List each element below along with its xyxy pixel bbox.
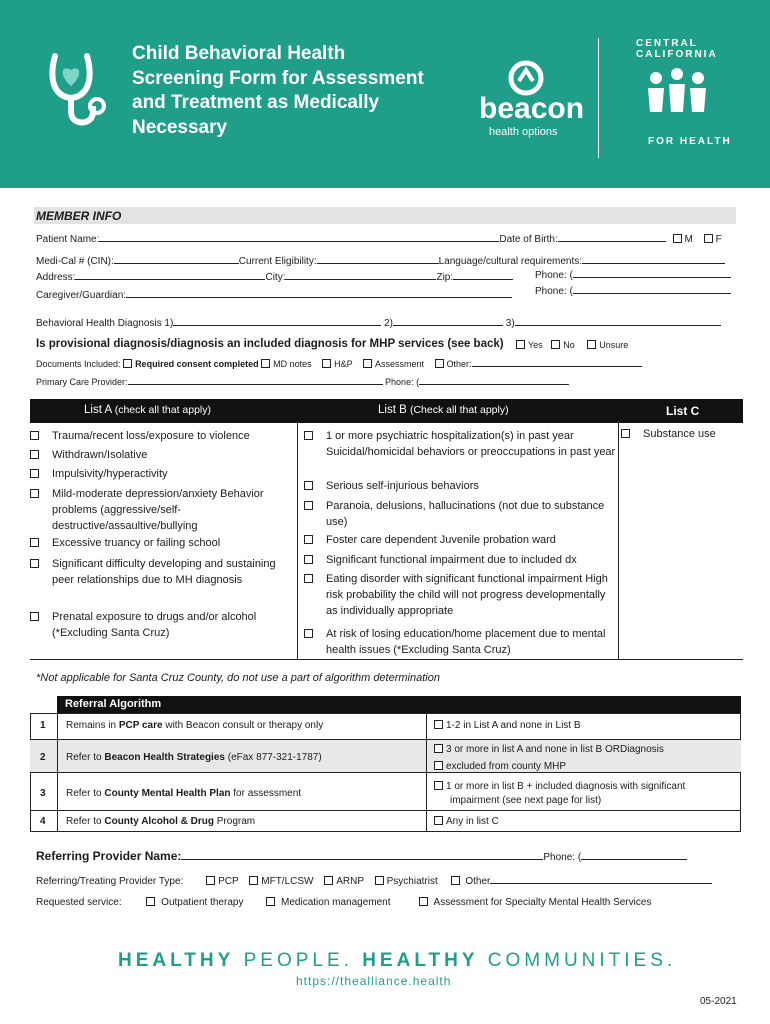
assessment-checkbox[interactable] <box>363 359 372 368</box>
outpatient-label: Outpatient therapy <box>161 897 244 908</box>
medical-field[interactable] <box>114 263 239 264</box>
mft-checkbox[interactable] <box>249 876 258 885</box>
requested-service-label: Requested service: <box>36 897 122 908</box>
psychiatrist-checkbox[interactable] <box>375 876 384 885</box>
hp-label: H&P <box>334 359 353 369</box>
criteria-checkbox[interactable] <box>434 761 443 770</box>
other-type-checkbox[interactable] <box>451 876 460 885</box>
form-date: 05-2021 <box>700 996 737 1007</box>
dx3-field[interactable] <box>515 325 721 326</box>
phone1-field[interactable] <box>573 277 731 278</box>
dx2-field[interactable] <box>393 325 503 326</box>
row-number: 3 <box>40 788 46 799</box>
address-label: Address: <box>36 272 76 283</box>
other-doc-checkbox[interactable] <box>435 359 444 368</box>
phone1-label: Phone: ( <box>535 270 573 281</box>
list-item[interactable]: Prenatal exposure to drugs and/or alcohol (*Excluding Santa Cruz) <box>30 609 295 641</box>
member-section-title: MEMBER INFO <box>36 209 122 223</box>
list-item[interactable]: Excessive truancy or failing school <box>30 535 295 551</box>
row-text-bold: County Alcohol & Drug <box>104 816 214 827</box>
criteria-text: Any in list C <box>446 816 499 827</box>
list-item[interactable]: Eating disorder with significant functional impairment High risk probability the child will not progress developmentally as individually appropriate <box>304 571 618 619</box>
row-number: 1 <box>40 720 46 731</box>
criteria-text: excluded from county MHP <box>446 761 567 772</box>
beacon-brand-sub: health options <box>489 126 558 138</box>
phone2-field[interactable] <box>573 293 731 294</box>
pcp-field[interactable] <box>128 384 383 385</box>
slogan-word: COMMUNITIES. <box>487 950 677 971</box>
row-text: for assessment <box>230 788 302 799</box>
dx2-label: 2) <box>384 318 393 329</box>
assessment-service-label: Assessment for Specialty Mental Health Services <box>433 897 652 908</box>
alliance-top-text: CENTRAL CALIFORNIA <box>636 38 718 60</box>
female-checkbox[interactable] <box>704 234 713 243</box>
list-item[interactable]: Substance use <box>621 426 741 442</box>
zip-field[interactable] <box>453 279 513 280</box>
hp-checkbox[interactable] <box>322 359 331 368</box>
provisional-question: Is provisional diagnosis/diagnosis an included diagnosis for MHP services (see back) <box>36 338 504 350</box>
docs-label: Documents Included: <box>36 359 121 369</box>
row-text: Program <box>213 816 256 827</box>
language-field[interactable] <box>582 263 725 264</box>
row-text-bold: PCP care <box>118 720 163 731</box>
pcp-type-label: PCP <box>218 876 239 887</box>
list-b-sub: (Check all that apply) <box>409 404 509 416</box>
beacon-brand: beacon <box>479 92 585 125</box>
language-label: Language/cultural requirements: <box>438 256 583 267</box>
medication-checkbox[interactable] <box>266 897 275 906</box>
other-type-field[interactable] <box>490 883 712 884</box>
slogan <box>118 950 676 972</box>
unsure-checkbox[interactable] <box>587 340 596 349</box>
address-field[interactable] <box>75 279 265 280</box>
list-item[interactable]: Paranoia, delusions, hallucinations (not due to substance use) <box>304 498 618 530</box>
medical-label: Medi-Cal # (CIN): <box>36 256 114 267</box>
criteria-text: 3 or more in list A and none in list B ORDiagnosis <box>446 744 664 755</box>
pcp-label: Primary Care Provider: <box>36 377 128 387</box>
slogan-word: PEOPLE. <box>243 950 353 971</box>
row-text: Remains in <box>66 720 119 731</box>
other-doc-label: Other: <box>446 359 472 369</box>
slogan-word: HEALTHY <box>362 950 479 971</box>
criteria-checkbox[interactable] <box>434 816 443 825</box>
criteria-checkbox[interactable] <box>434 720 443 729</box>
patient-name-label: Patient Name: <box>36 234 100 245</box>
provider-type-label: Referring/Treating Provider Type: <box>36 876 184 887</box>
row-text: (eFax 877-321-1787) <box>224 752 322 763</box>
list-item[interactable]: Impulsivity/hyperactivity <box>30 466 295 482</box>
dob-label: Date of Birth: <box>499 234 558 245</box>
referring-provider-field[interactable] <box>181 859 543 860</box>
arnp-checkbox[interactable] <box>324 876 333 885</box>
col-rule <box>426 713 427 832</box>
dx1-field[interactable] <box>173 325 381 326</box>
row-text-bold: County Mental Health Plan <box>104 788 231 799</box>
criteria-text: impairment (see next page for list) <box>450 795 602 806</box>
slogan-word: HEALTHY <box>118 950 235 971</box>
male-label: M <box>684 234 693 245</box>
row-rule <box>30 810 741 811</box>
row-text: with Beacon consult or therapy only <box>162 720 324 731</box>
member-section-bar <box>34 207 736 224</box>
list-item[interactable]: Significant functional impairment due to included dx <box>304 552 618 568</box>
row-text-bold: Beacon Health Strategies <box>104 752 225 763</box>
list-item[interactable]: Withdrawn/Isolative <box>30 447 295 463</box>
no-checkbox[interactable] <box>551 340 560 349</box>
list-item[interactable]: Foster care dependent Juvenile probation ward <box>304 532 618 548</box>
yes-checkbox[interactable] <box>516 340 525 349</box>
medication-label: Medication management <box>281 897 391 908</box>
stethoscope-heart-icon <box>45 48 113 134</box>
md-notes-checkbox[interactable] <box>261 359 270 368</box>
col-rule <box>57 713 58 832</box>
dx3-label: 3) <box>505 318 515 329</box>
city-field[interactable] <box>285 279 436 280</box>
alliance-bottom-text: FOR HEALTH <box>648 136 732 147</box>
pcp-phone-label: Phone: ( <box>385 377 420 387</box>
pcp-phone-field[interactable] <box>419 384 569 385</box>
list-item[interactable]: Trauma/recent loss/exposure to violence <box>30 428 295 444</box>
assessment-label: Assessment <box>375 359 425 369</box>
criteria-text: 1 or more in list B + included diagnosis with significant <box>446 781 686 792</box>
dx-label: Behavioral Health Diagnosis 1) <box>36 318 174 329</box>
caregiver-field[interactable] <box>126 297 512 298</box>
form-title: Child Behavioral Health Screening Form for Assessment and Treatment as Medically Necessary <box>132 43 424 138</box>
referral-phone-label: Phone: ( <box>543 852 582 863</box>
consent-label: Required consent completed <box>135 359 259 369</box>
dob-field[interactable] <box>558 241 666 242</box>
eligibility-label: Current Eligibility: <box>238 256 317 267</box>
eligibility-field[interactable] <box>317 263 439 264</box>
no-label: No <box>563 340 575 350</box>
list-c-heading: List C <box>666 404 700 418</box>
assessment-service-checkbox[interactable] <box>419 897 428 906</box>
city-label: City: <box>265 272 286 283</box>
psychiatrist-label: Psychiatrist <box>386 876 438 887</box>
yes-label: Yes <box>528 340 543 350</box>
outpatient-checkbox[interactable] <box>146 897 155 906</box>
list-note: *Not applicable for Santa Cruz County, do not use a part of algorithm determination <box>36 672 440 684</box>
algorithm-title: Referral Algorithm <box>57 696 741 713</box>
list-item[interactable]: Significant difficulty developing and sustaining peer relationships due to MH diagnosis <box>30 556 295 588</box>
list-divider <box>297 423 298 659</box>
list-bottom-rule <box>30 659 743 660</box>
criteria-checkbox[interactable] <box>434 744 443 753</box>
mft-label: MFT/LCSW <box>261 876 314 887</box>
list-item[interactable]: Serious self-injurious behaviors <box>304 478 618 494</box>
row-text: Refer to <box>66 788 105 799</box>
row-text: Refer to <box>66 816 105 827</box>
row-number: 2 <box>40 752 46 763</box>
list-divider <box>618 423 619 659</box>
list-item[interactable]: 1 or more psychiatric hospitalization(s) in past year Suicidal/homicidal behaviors or preoccupations in past year <box>304 428 618 460</box>
consent-checkbox[interactable] <box>123 359 132 368</box>
list-a-sub: (check all that apply) <box>114 404 211 416</box>
list-b-heading: List B <box>378 404 407 416</box>
footer-url[interactable]: https://thealliance.health <box>296 974 452 988</box>
md-notes-label: MD notes <box>273 359 312 369</box>
male-checkbox[interactable] <box>673 234 682 243</box>
pcp-type-checkbox[interactable] <box>206 876 215 885</box>
phone2-label: Phone: ( <box>535 286 573 297</box>
other-doc-field[interactable] <box>472 366 642 367</box>
referral-phone-field[interactable] <box>581 859 687 860</box>
female-label: F <box>715 234 722 245</box>
other-type-label: Other <box>465 876 491 887</box>
list-item[interactable]: At risk of losing education/home placement due to mental health issues (*Excluding Santa Cruz) <box>304 626 618 658</box>
arnp-label: ARNP <box>336 876 364 887</box>
row-text: Refer to <box>66 752 105 763</box>
referring-provider-label: Referring Provider Name: <box>36 849 182 863</box>
criteria-text: 1-2 in List A and none in List B <box>446 720 581 731</box>
unsure-label: Unsure <box>599 340 629 350</box>
row-number: 4 <box>40 816 46 827</box>
list-a-heading: List A <box>84 404 112 416</box>
caregiver-label: Caregiver/Guardian: <box>36 290 127 301</box>
header-divider <box>598 38 599 158</box>
list-item[interactable]: Mild-moderate depression/anxiety Behavior problems (aggressive/self-destructive/assaultive/bullying <box>30 486 295 534</box>
criteria-checkbox[interactable] <box>434 781 443 790</box>
patient-name-field[interactable] <box>99 241 499 242</box>
zip-label: Zip: <box>436 272 454 283</box>
